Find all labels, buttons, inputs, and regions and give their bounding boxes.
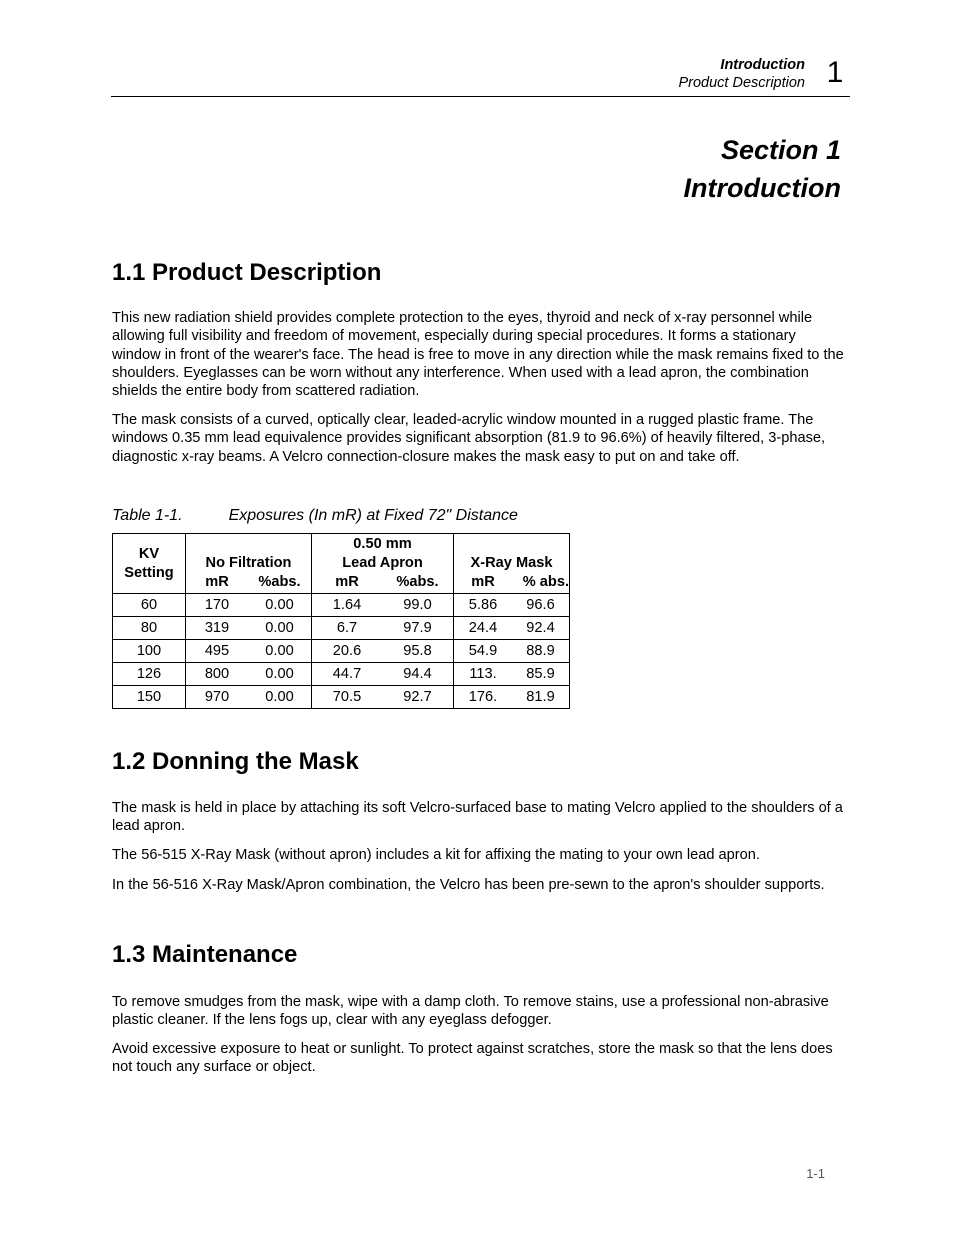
heading-product-description: 1.1 Product Description (112, 259, 382, 286)
cell-xm-abs: 88.9 (526, 643, 555, 659)
cell-kv: 100 (113, 640, 186, 663)
cell-nf-mr: 319 (204, 620, 230, 636)
cell-nf-mr: 495 (204, 643, 230, 659)
cell-nf-mr: 170 (204, 597, 230, 613)
cell-kv: 80 (113, 617, 186, 640)
cell-la-mr: 44.7 (332, 666, 362, 682)
section-title-line1: Section 1 (720, 135, 841, 165)
header-kv-line1: KV (138, 545, 160, 562)
cell-nf-mr: 970 (204, 689, 230, 705)
section-title-line2: Introduction (683, 173, 841, 203)
header-xm-abs: % abs. (522, 573, 569, 590)
cell-no-filtration (186, 640, 312, 663)
table-caption-label: Table 1-1. (112, 507, 183, 524)
cell-xm-mr: 54.9 (468, 643, 498, 659)
header-la-mr: mR (335, 574, 359, 590)
cell-nf-abs: 0.00 (265, 666, 294, 682)
cell-nf-abs: 0.00 (265, 597, 294, 613)
header-kv-line2: Setting (124, 564, 174, 581)
cell-xm-mr: 5.86 (468, 597, 498, 613)
cell-xm-mr: 176. (468, 689, 498, 705)
cell-nf-abs: 0.00 (265, 620, 294, 636)
header-nf-title: No Filtration (205, 554, 292, 571)
cell-kv: 150 (113, 686, 186, 709)
cell-xray-mask (454, 617, 570, 640)
header-xm-title: X-Ray Mask (470, 554, 553, 571)
paragraph-product-description-2: The mask consists of a curved, optically clear, leaded-acrylic window mounted in a rugged plastic frame. The windows 0.35 mm lead equivalence provides significant absorption (81.9 to 96.6%) of heavily filtered, 3-phase, diagnostic x-ray beams. A Velcro connection-closure makes the mask easy to put on and take off. (112, 412, 826, 465)
table-row (113, 594, 570, 617)
cell-la-abs: 97.9 (403, 620, 432, 636)
header-kv-setting (113, 534, 186, 594)
table-row (113, 663, 570, 686)
paragraph-maintenance-2: Avoid excessive exposure to heat or sunlight. To protect against scratches, store the mask so that the lens does not touch any surface or object. (112, 1041, 833, 1076)
cell-no-filtration (186, 617, 312, 640)
cell-la-mr: 20.6 (332, 643, 362, 659)
cell-la-abs: 95.8 (403, 643, 432, 659)
cell-lead-apron (312, 686, 454, 709)
table-caption (112, 506, 518, 526)
page-number: 1-1 (806, 1166, 825, 1181)
cell-la-mr: 6.7 (336, 620, 358, 636)
cell-xm-abs: 85.9 (526, 666, 555, 682)
cell-xm-mr: 113. (469, 666, 497, 682)
cell-xray-mask (454, 640, 570, 663)
paragraph-donning-1: The mask is held in place by attaching its soft Velcro-surfaced base to mating Velcro applied to the shoulders of a lead apron. (112, 800, 843, 835)
cell-lead-apron (312, 663, 454, 686)
running-header-section: Introduction (720, 57, 805, 73)
cell-la-mr: 70.5 (332, 689, 362, 705)
header-lead-apron (312, 534, 454, 594)
header-la-line1: 0.50 mm (353, 536, 412, 552)
cell-la-mr: 1.64 (332, 597, 362, 613)
cell-no-filtration (186, 663, 312, 686)
cell-lead-apron (312, 640, 454, 663)
cell-xray-mask (454, 663, 570, 686)
header-nf-abs: %abs. (258, 573, 301, 590)
cell-kv: 60 (113, 594, 186, 617)
header-la-line2: Lead Apron (342, 555, 423, 571)
heading-donning-the-mask: 1.2 Donning the Mask (112, 748, 359, 775)
cell-no-filtration (186, 594, 312, 617)
cell-la-abs: 99.0 (403, 597, 432, 613)
cell-xm-abs: 92.4 (526, 620, 555, 636)
cell-xray-mask (454, 594, 570, 617)
heading-maintenance: 1.3 Maintenance (112, 941, 298, 968)
cell-xm-abs: 81.9 (526, 689, 555, 705)
paragraph-maintenance-1: To remove smudges from the mask, wipe with a damp cloth. To remove stains, use a professional non-abrasive plastic cleaner. If the lens fogs up, clear with any eyeglass defogger. (112, 994, 829, 1029)
cell-no-filtration (186, 686, 312, 709)
header-xm-mr: mR (471, 573, 495, 590)
header-rule (111, 96, 850, 97)
cell-la-abs: 92.7 (403, 689, 432, 705)
table-caption-text: Exposures (In mR) at Fixed 72" Distance (228, 507, 518, 524)
header-nf-mr: mR (205, 573, 229, 590)
header-la-abs: %abs. (396, 574, 439, 590)
paragraph-donning-3: In the 56-516 X-Ray Mask/Apron combination, the Velcro has been pre-sewn to the apron's shoulder supports. (112, 877, 825, 893)
cell-kv: 126 (113, 663, 186, 686)
cell-la-abs: 94.4 (403, 666, 432, 682)
exposure-table (112, 533, 570, 709)
cell-lead-apron (312, 594, 454, 617)
header-no-filtration (186, 534, 312, 594)
table-row (113, 686, 570, 709)
header-xray-mask (454, 534, 570, 594)
running-header-subsection: Product Description (678, 75, 805, 91)
cell-xm-abs: 96.6 (526, 597, 555, 613)
paragraph-product-description-1: This new radiation shield provides complete protection to the eyes, thyroid and neck of x-ray personnel while allowing full visibility and freedom of movement, especially during special procedures. It forms a stationary window in front of the wearer's face. The head is free to move in any direction while the mask remains fixed to the shoulders. Eyeglasses can be worn without any interference. When used with a lead apron, the combination shields the entire body from scattered radiation. (112, 310, 844, 400)
table-row (113, 640, 570, 663)
table-row (113, 617, 570, 640)
cell-nf-abs: 0.00 (265, 643, 294, 659)
paragraph-donning-2: The 56-515 X-Ray Mask (without apron) includes a kit for affixing the mating to your own lead apron. (112, 847, 760, 863)
cell-nf-abs: 0.00 (265, 689, 294, 705)
table-header-row (113, 534, 570, 594)
cell-lead-apron (312, 617, 454, 640)
cell-xm-mr: 24.4 (468, 620, 498, 636)
chapter-number: 1 (826, 56, 844, 89)
cell-xray-mask (454, 686, 570, 709)
cell-nf-mr: 800 (204, 666, 230, 682)
